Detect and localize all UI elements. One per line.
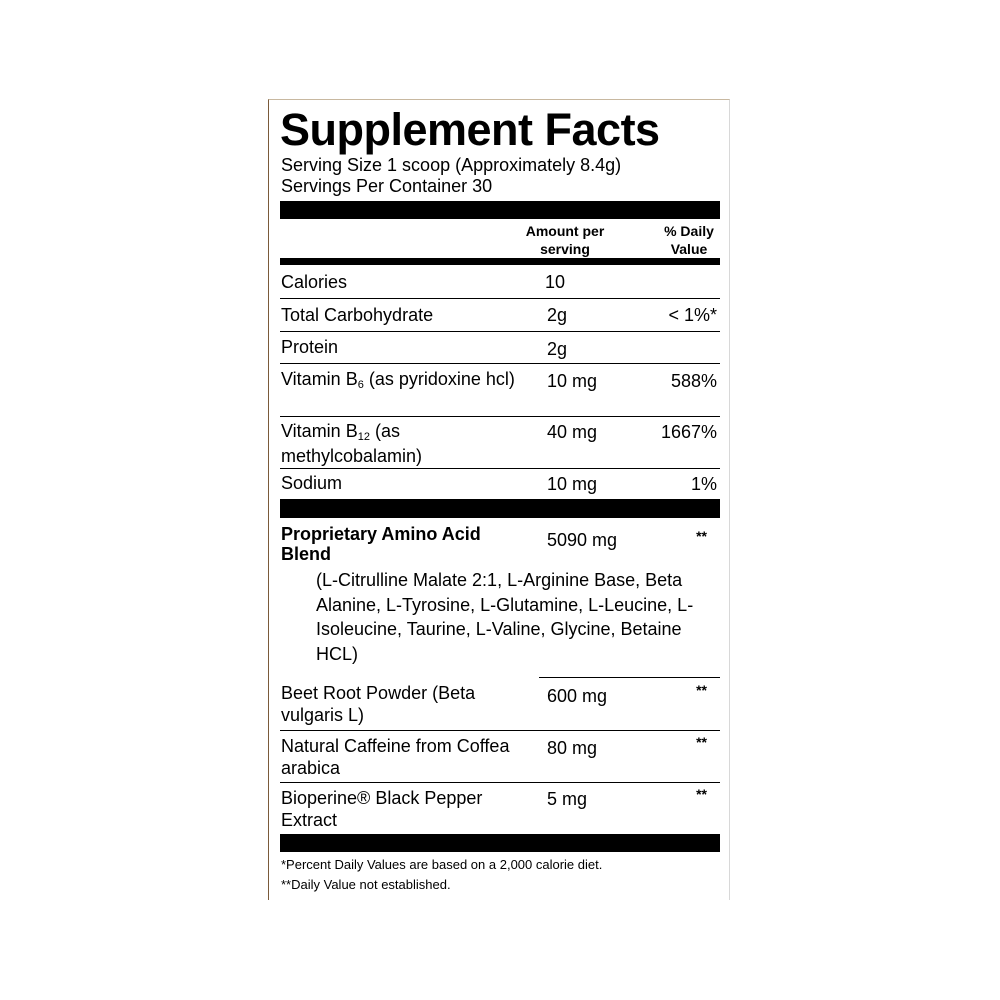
ingredient-name: Bioperine® Black Pepper Extract [281, 788, 483, 830]
nutrient-amount: 10 [545, 272, 566, 292]
nutrient-name: Total Carbohydrate [281, 305, 434, 325]
footnote-not-established: **Daily Value not established. [281, 877, 451, 892]
nutrient-amount: 2g [547, 339, 568, 359]
row-divider [280, 298, 720, 299]
blend-dv: ** [696, 528, 707, 544]
supplement-facts-panel [268, 99, 730, 900]
nutrient-dv: 1667% [660, 422, 717, 442]
blend-amount: 5090 mg [547, 530, 618, 550]
nutrient-name: Vitamin B12 (as methylcobalamin) [281, 421, 423, 466]
footnote-daily-values: *Percent Daily Values are based on a 2,000 calorie diet. [281, 857, 603, 872]
subscript: 12 [357, 431, 370, 443]
amount-per-serving-header: Amount per serving [525, 223, 605, 257]
row-divider [280, 331, 720, 332]
nutrient-name: Calories [281, 272, 348, 292]
ingredient-dv: ** [696, 786, 707, 802]
row-divider [280, 468, 720, 469]
nutrient-dv: 1% [690, 474, 717, 494]
ingredient-dv: ** [696, 734, 707, 750]
ingredient-amount: 5 mg [547, 789, 588, 809]
thick-divider [280, 834, 720, 852]
daily-value-header: % Daily Value [664, 223, 714, 257]
servings-per-container: Servings Per Container 30 [281, 176, 493, 196]
blend-name: Proprietary Amino Acid Blend [281, 524, 481, 564]
nutrient-amount: 10 mg [547, 371, 598, 391]
nutrient-name: Protein [281, 337, 339, 357]
nutrient-dv: < 1%* [668, 305, 717, 325]
nutrient-name: Sodium [281, 473, 343, 493]
nutrient-amount: 10 mg [547, 474, 598, 494]
header-divider [280, 258, 720, 265]
row-divider [539, 677, 720, 678]
row-divider [280, 730, 720, 731]
nutrient-amount: 40 mg [547, 422, 598, 442]
thick-divider [280, 499, 720, 518]
ingredient-amount: 80 mg [547, 738, 598, 758]
ingredient-amount: 600 mg [547, 686, 608, 706]
panel-title: Supplement Facts [280, 104, 660, 155]
row-divider [280, 416, 720, 417]
nutrient-dv: 588% [670, 371, 717, 391]
ingredient-name: Beet Root Powder (Beta vulgaris L) [281, 683, 476, 725]
thick-divider [280, 201, 720, 219]
ingredient-name: Natural Caffeine from Coffea arabica [281, 736, 510, 778]
nutrient-amount: 2g [547, 305, 568, 325]
nutrient-name: Vitamin B6 (as pyridoxine hcl) [281, 369, 515, 391]
row-divider [280, 363, 720, 364]
serving-size: Serving Size 1 scoop (Approximately 8.4g) [281, 155, 622, 175]
subscript: 6 [357, 379, 364, 391]
ingredient-dv: ** [696, 682, 707, 698]
row-divider [280, 782, 720, 783]
blend-ingredients: (L-Citrulline Malate 2:1, L-Arginine Base, Beta Alanine, L-Tyrosine, L-Glutamine, L-Leucine, L-Isoleucine, Taurine, L-Valine, Glycine, Betaine HCL) [316, 570, 694, 664]
